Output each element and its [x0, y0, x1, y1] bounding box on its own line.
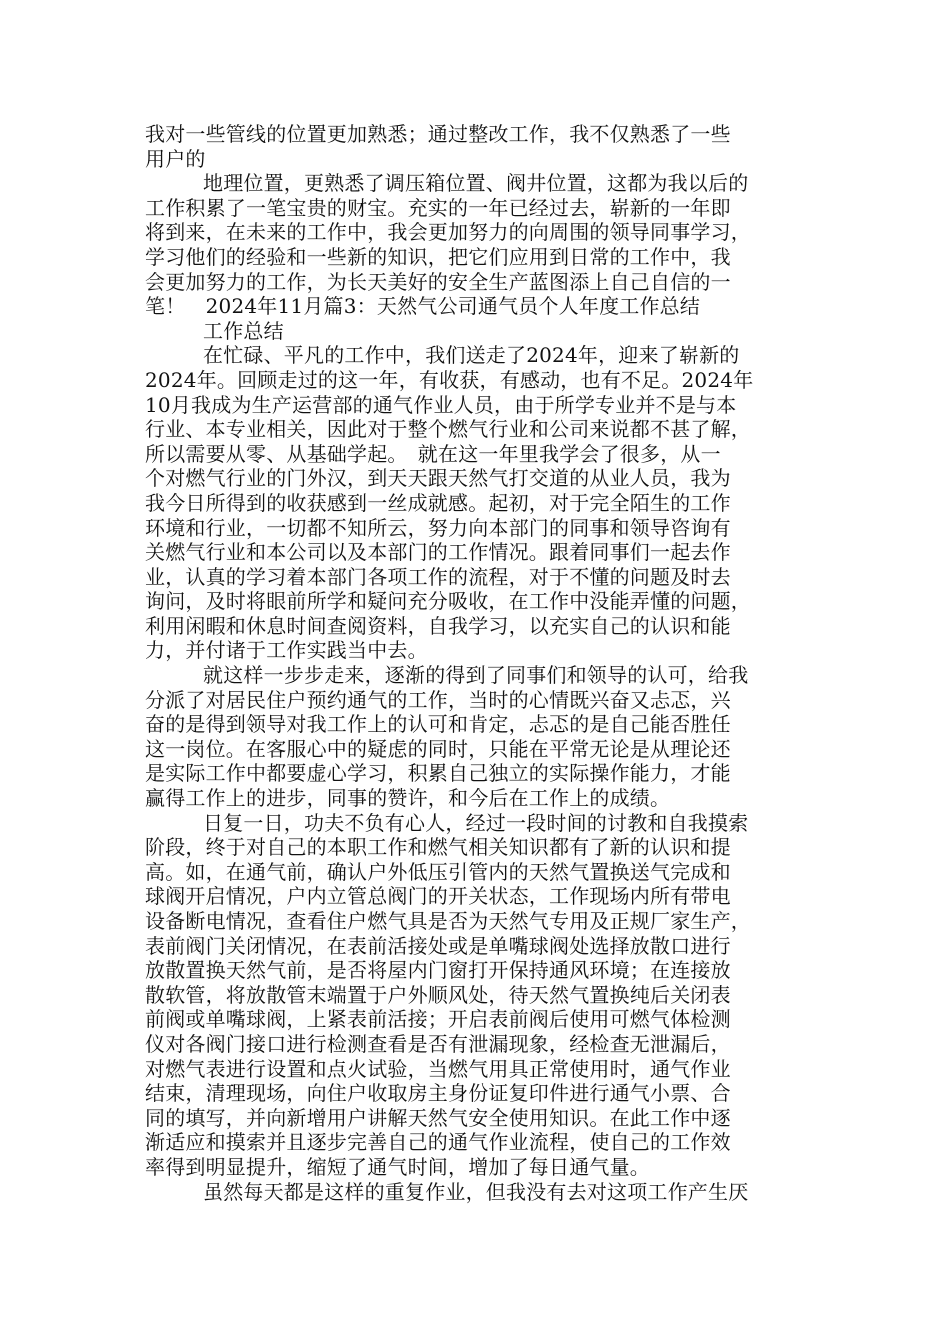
text-line: 表前阀门关闭情况，在表前活接处或是单嘴球阀处选择放散口进行 — [145, 933, 731, 958]
text-line: 高。如，在通气前，确认户外低压引管内的天然气置换送气完成和 — [145, 859, 731, 884]
text-line: 学习他们的经验和一些新的知识，把它们应用到日常的工作中，我 — [145, 244, 731, 269]
text-line: 这一岗位。在客服心中的疑虑的同时，只能在平常无论是从理论还 — [145, 736, 731, 761]
text-line: 阶段，终于对自己的本职工作和燃气相关知识都有了新的认识和提 — [145, 835, 731, 860]
text-line: 所以需要从零、从基础学起。 就在这一年里我学会了很多，从一 — [145, 441, 721, 466]
text-line: 同的填写，并向新增用户讲解天然气安全使用知识。在此工作中逐 — [145, 1105, 731, 1130]
text-line: 率得到明显提升，缩短了通气时间，增加了每日通气量。 — [145, 1154, 650, 1179]
text-line: 我对一些管线的位置更加熟悉；通过整改工作，我不仅熟悉了一些 — [145, 122, 731, 146]
text-line: 力，并付诸于工作实践当中去。 — [145, 638, 428, 663]
text-line: 工作积累了一笔宝贵的财宝。充实的一年已经过去，崭新的一年即 — [145, 195, 731, 220]
text-line: 设备断电情况，查看住户燃气具是否为天然气专用及正规厂家生产， — [145, 909, 751, 933]
text-line: 会更加努力的工作，为长天美好的安全生产蓝图添上自己自信的一 — [145, 269, 731, 294]
text-line: 询问，及时将眼前所学和疑问充分吸收，在工作中没能弄懂的问题， — [145, 589, 751, 614]
paragraph — [145, 1180, 825, 1205]
text-line: 笔！ 2024年11月篇3：天然气公司通气员个人年度工作总结 — [145, 294, 701, 319]
text-line: 2024年。回顾走过的这一年，有收获，有感动，也有不足。2024年 — [145, 367, 754, 392]
paragraph — [145, 171, 825, 319]
text-line: 前阀或单嘴球阀，上紧表前活接；开启表前阀后使用可燃气体检测 — [145, 1007, 731, 1032]
text-line: 散软管，将放散管末端置于户外顺风处，待天然气置换纯后关闭表 — [145, 982, 731, 1007]
section-heading — [145, 319, 825, 344]
text-line: 奋的是得到领导对我工作上的认可和肯定，忐忑的是自己能否胜任 — [145, 712, 731, 737]
text-line: 关燃气行业和本公司以及本部门的工作情况。跟着同事们一起去作 — [145, 540, 731, 565]
text-line: 业，认真的学习着本部门各项工作的流程，对于不懂的问题及时去 — [145, 564, 731, 589]
text-line: 对燃气表进行设置和点火试验，当燃气用具正常使用时，通气作业 — [145, 1056, 731, 1081]
text-line: 利用闲暇和休息时间查阅资料，自我学习，以充实自己的认识和能 — [145, 613, 731, 638]
text-line: 行业、本专业相关，因此对于整个燃气行业和公司来说都不甚了解， — [145, 417, 751, 442]
text-line: 环境和行业，一切都不知所云，努力向本部门的同事和领导咨询有 — [145, 515, 731, 540]
text-line: 放散置换天然气前，是否将屋内门窗打开保持通风环境；在连接放 — [145, 958, 731, 983]
text-line: 赢得工作上的进步，同事的赞许，和今后在工作上的成绩。 — [145, 786, 671, 811]
text-line: 在忙碌、平凡的工作中，我们送走了2024年，迎来了崭新的 — [203, 343, 740, 368]
text-line: 球阀开启情况，户内立管总阀门的开关状态，工作现场内所有带电 — [145, 884, 731, 909]
text-line: 仪对各阀门接口进行检测查看是否有泄漏现象，经检查无泄漏后， — [145, 1031, 731, 1056]
paragraph — [145, 343, 825, 663]
document-page — [145, 122, 825, 1204]
text-line: 10月我成为生产运营部的通气作业人员，由于所学专业并不是与本 — [145, 392, 737, 417]
text-line: 将到来，在未来的工作中，我会更加努力的向周围的领导同事学习， — [145, 220, 751, 245]
text-line: 虽然每天都是这样的重复作业，但我没有去对这项工作产生厌 — [203, 1179, 749, 1204]
paragraph — [145, 122, 825, 171]
text-line: 工作总结 — [203, 318, 284, 343]
text-line: 是实际工作中都要虚心学习，积累自己独立的实际操作能力，才能 — [145, 761, 731, 786]
text-line: 就这样一步步走来，逐渐的得到了同事们和领导的认可，给我 — [203, 663, 749, 688]
text-line: 渐适应和摸索并且逐步完善自己的通气作业流程，使自己的工作效 — [145, 1130, 731, 1155]
text-line: 用户的 — [145, 146, 206, 171]
text-line: 我今日所得到的收获感到一丝成就感。起初，对于完全陌生的工作 — [145, 490, 731, 515]
text-line: 结束，清理现场，向住户收取房主身份证复印件进行通气小票、合 — [145, 1081, 731, 1106]
text-line: 分派了对居民住户预约通气的工作，当时的心情既兴奋又忐忑，兴 — [145, 687, 731, 712]
text-line: 个对燃气行业的门外汉，到天天跟天然气打交道的从业人员，我为 — [145, 466, 731, 491]
text-line: 地理位置，更熟悉了调压箱位置、阀井位置，这都为我以后的 — [203, 171, 749, 196]
paragraph — [145, 811, 825, 1180]
paragraph — [145, 663, 825, 811]
text-line: 日复一日，功夫不负有心人，经过一段时间的讨教和自我摸索 — [203, 810, 749, 835]
